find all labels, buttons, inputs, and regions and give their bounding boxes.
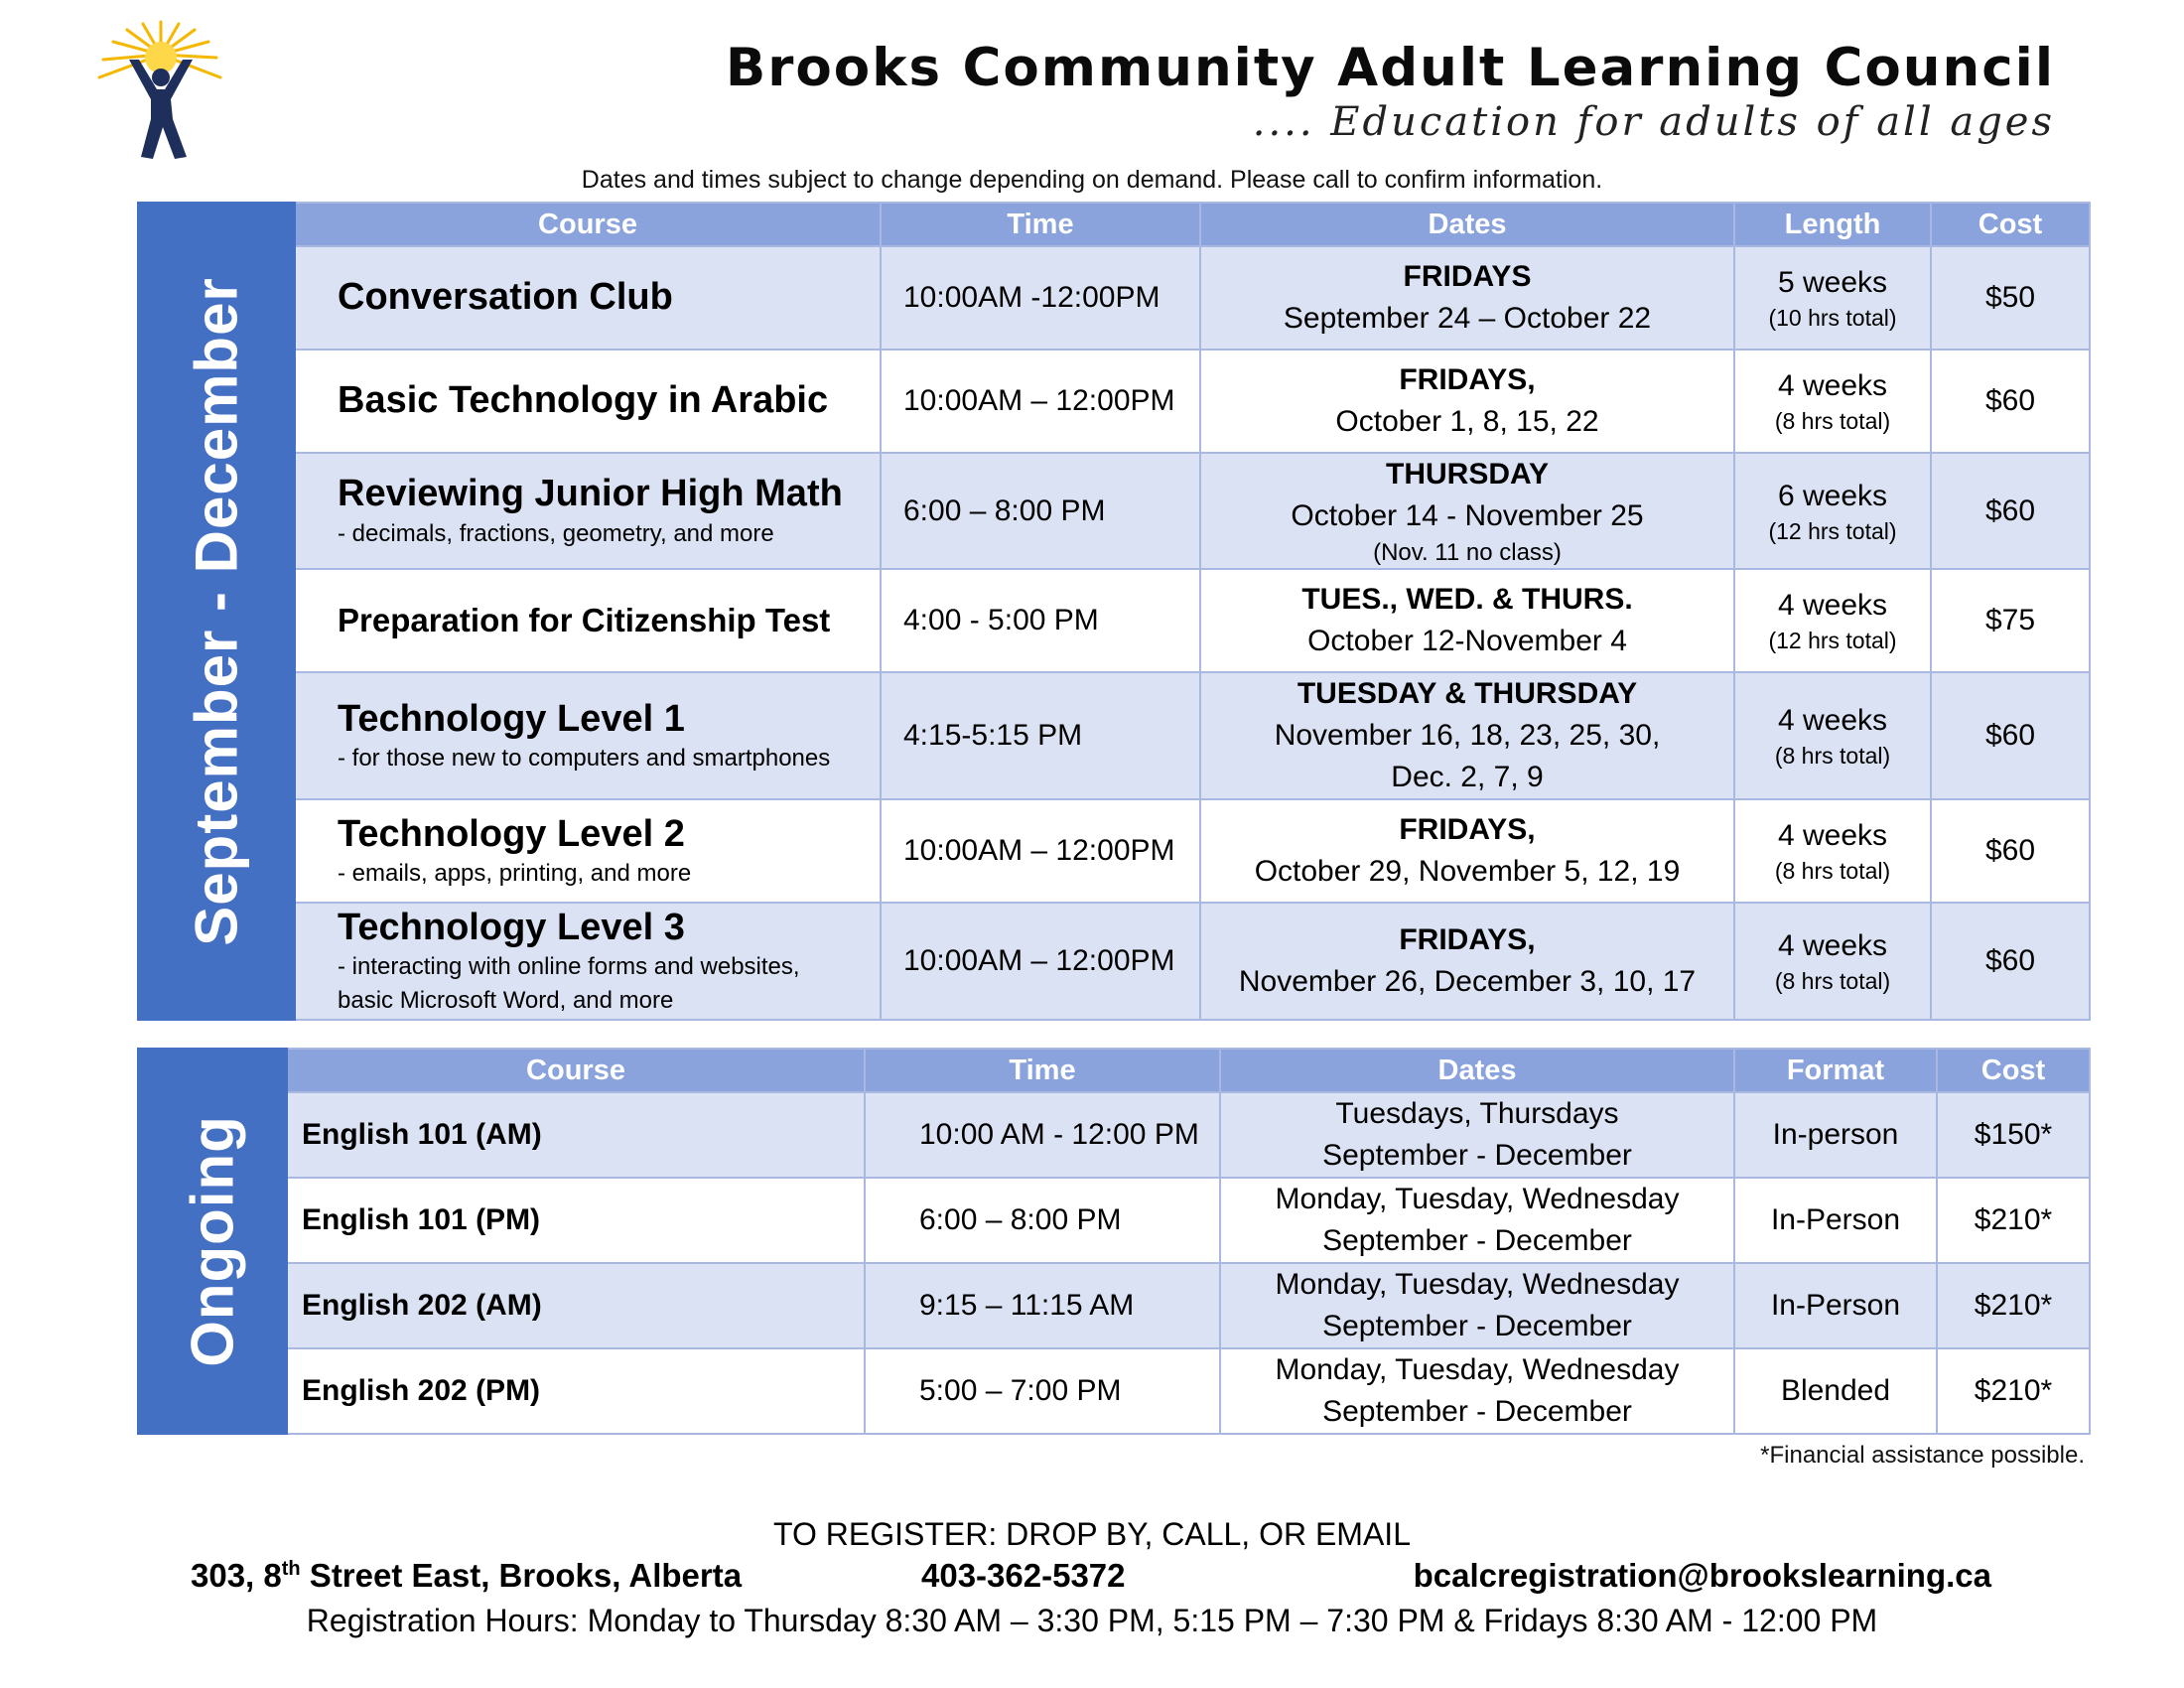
table-row xyxy=(138,569,2090,672)
address-number: 303, 8 xyxy=(191,1557,282,1594)
dates-cell xyxy=(1220,1092,1734,1178)
registration-phone[interactable]: 403-362-5372 xyxy=(921,1557,1126,1594)
session-side-label-text: September - December xyxy=(183,276,250,946)
course-name: Technology Level 1 xyxy=(338,697,685,740)
cost-cell: $210* xyxy=(1937,1263,2090,1348)
course-name: Technology Level 2 xyxy=(338,812,685,855)
dates-cell xyxy=(1200,903,1734,1020)
dates-days: Monday, Tuesday, Wednesday xyxy=(1275,1183,1680,1215)
course-description: - emails, apps, printing, and more xyxy=(338,860,692,888)
col-header-format: Format xyxy=(1734,1049,1937,1092)
financial-footnote: *Financial assistance possible. xyxy=(1760,1442,2085,1469)
table-row xyxy=(138,350,2090,453)
course-name: Basic Technology in Arabic xyxy=(338,379,829,422)
time-cell: 4:15-5:15 PM xyxy=(881,672,1200,799)
dates-range: September 24 – October 22 xyxy=(1283,302,1652,335)
col-header-course: Course xyxy=(295,203,881,246)
time-cell: 5:00 – 7:00 PM xyxy=(865,1348,1220,1434)
ongoing-side-label xyxy=(138,1049,287,1434)
length-hours: (8 hrs total) xyxy=(1774,743,1891,770)
address-suffix: th xyxy=(281,1558,301,1580)
course-name: Preparation for Citizenship Test xyxy=(338,602,831,639)
format-cell: In-Person xyxy=(1734,1178,1937,1263)
dates-period: September - December xyxy=(1322,1310,1632,1342)
dates-cell xyxy=(1200,350,1734,453)
dates-range: November 16, 18, 23, 25, 30, xyxy=(1274,719,1661,753)
format-cell: In-Person xyxy=(1734,1263,1937,1348)
col-header-time: Time xyxy=(881,203,1200,246)
course-description: - interacting with online forms and websites, xyxy=(338,953,800,981)
time-cell: 4:00 - 5:00 PM xyxy=(881,569,1200,672)
time-cell: 10:00AM – 12:00PM xyxy=(881,903,1200,1020)
length-hours: (8 hrs total) xyxy=(1774,408,1891,435)
organization-tagline: .... Education for adults of all ages xyxy=(1252,99,2055,145)
registration-address xyxy=(191,1557,742,1595)
session-side-label xyxy=(138,203,295,1020)
dates-days: TUESDAY & THURSDAY xyxy=(1297,677,1638,711)
dates-days: TUES., WED. & THURS. xyxy=(1301,583,1633,617)
ongoing-side-label-text: Ongoing xyxy=(179,1115,246,1367)
course-name: Technology Level 3 xyxy=(338,906,685,948)
col-header-time: Time xyxy=(865,1049,1220,1092)
cost-cell: $210* xyxy=(1937,1348,2090,1434)
length-weeks: 6 weeks xyxy=(1777,479,1888,512)
dates-cell xyxy=(1200,672,1734,799)
length-weeks: 4 weeks xyxy=(1777,704,1888,738)
table-row xyxy=(138,903,2090,1020)
person-figure xyxy=(129,60,193,159)
format-cell: Blended xyxy=(1734,1348,1937,1434)
course-name: English 101 (PM) xyxy=(302,1203,541,1236)
address-street: Street East, Brooks, Alberta xyxy=(300,1557,743,1594)
dates-days: FRIDAYS, xyxy=(1399,923,1536,957)
course-name: English 202 (AM) xyxy=(302,1289,542,1322)
table-row xyxy=(138,1348,2090,1434)
course-cell xyxy=(295,672,881,799)
dates-days: Tuesdays, Thursdays xyxy=(1335,1097,1619,1130)
table-row xyxy=(138,1263,2090,1348)
registration-email[interactable]: bcalcregistration@brookslearning.ca xyxy=(1413,1557,1991,1594)
length-weeks: 4 weeks xyxy=(1777,929,1888,963)
course-description-cont: basic Microsoft Word, and more xyxy=(338,986,674,1014)
table-header-row xyxy=(138,1049,2090,1092)
council-logo xyxy=(91,20,230,164)
col-header-cost: Cost xyxy=(1931,203,2090,246)
dates-range: October 1, 8, 15, 22 xyxy=(1335,405,1599,438)
table-row xyxy=(138,672,2090,799)
col-header-length: Length xyxy=(1734,203,1931,246)
course-name: English 101 (AM) xyxy=(302,1118,542,1151)
course-cell xyxy=(287,1348,865,1434)
time-cell: 6:00 – 8:00 PM xyxy=(881,453,1200,569)
table-header-row xyxy=(138,203,2090,246)
cost-cell: $50 xyxy=(1931,246,2090,350)
table-row xyxy=(138,453,2090,569)
dates-days: Monday, Tuesday, Wednesday xyxy=(1275,1353,1680,1386)
dates-cell xyxy=(1200,246,1734,350)
length-cell xyxy=(1734,350,1931,453)
col-header-dates: Dates xyxy=(1200,203,1734,246)
col-header-cost: Cost xyxy=(1937,1049,2090,1092)
cost-cell: $60 xyxy=(1931,672,2090,799)
dates-days: THURSDAY xyxy=(1386,458,1549,491)
length-cell xyxy=(1734,903,1931,1020)
time-cell: 9:15 – 11:15 AM xyxy=(865,1263,1220,1348)
dates-days: FRIDAYS, xyxy=(1399,813,1536,847)
schedule-notice: Dates and times subject to change depending on demand. Please call to confirm information. xyxy=(581,166,1603,194)
time-cell: 10:00AM – 12:00PM xyxy=(881,350,1200,453)
length-weeks: 4 weeks xyxy=(1777,369,1888,403)
length-cell xyxy=(1734,246,1931,350)
format-cell: In-person xyxy=(1734,1092,1937,1178)
length-hours: (10 hrs total) xyxy=(1768,305,1897,332)
time-cell: 10:00AM -12:00PM xyxy=(881,246,1200,350)
cost-cell: $210* xyxy=(1937,1178,2090,1263)
course-cell xyxy=(295,799,881,903)
cost-cell: $60 xyxy=(1931,799,2090,903)
dates-days: Monday, Tuesday, Wednesday xyxy=(1275,1268,1680,1301)
cost-cell: $60 xyxy=(1931,350,2090,453)
length-cell xyxy=(1734,799,1931,903)
time-cell: 6:00 – 8:00 PM xyxy=(865,1178,1220,1263)
dates-range-cont: Dec. 2, 7, 9 xyxy=(1391,761,1544,794)
dates-days: FRIDAYS xyxy=(1403,260,1532,293)
dates-days: FRIDAYS, xyxy=(1399,363,1536,396)
table-row xyxy=(138,246,2090,350)
length-hours: (12 hrs total) xyxy=(1768,628,1897,654)
cost-cell: $60 xyxy=(1931,903,2090,1020)
dates-cell xyxy=(1220,1348,1734,1434)
dates-cell xyxy=(1200,569,1734,672)
course-cell xyxy=(295,453,881,569)
col-header-course: Course xyxy=(287,1049,865,1092)
dates-note: (Nov. 11 no class) xyxy=(1373,539,1562,566)
table-row xyxy=(138,1092,2090,1178)
ongoing-table xyxy=(137,1048,2091,1435)
table-row xyxy=(138,1178,2090,1263)
course-description: - for those new to computers and smartphones xyxy=(338,745,831,773)
dates-cell xyxy=(1200,453,1734,569)
dates-range: October 14 - November 25 xyxy=(1291,499,1644,532)
course-name: Conversation Club xyxy=(338,276,673,319)
dates-range: October 12-November 4 xyxy=(1307,625,1627,658)
length-cell xyxy=(1734,453,1931,569)
dates-period: September - December xyxy=(1322,1395,1632,1428)
dates-cell xyxy=(1220,1263,1734,1348)
dates-cell xyxy=(1200,799,1734,903)
course-cell xyxy=(287,1092,865,1178)
registration-hours: Registration Hours: Monday to Thursday 8:30 AM – 3:30 PM, 5:15 PM – 7:30 PM & Fridays 8:30 AM - 12:00 PM xyxy=(306,1603,1878,1638)
dates-range: October 29, November 5, 12, 19 xyxy=(1254,855,1681,889)
registration-title: TO REGISTER: DROP BY, CALL, OR EMAIL xyxy=(773,1516,1411,1552)
table-row xyxy=(138,799,2090,903)
course-name: Reviewing Junior High Math xyxy=(338,473,843,514)
course-name: English 202 (PM) xyxy=(302,1374,541,1407)
dates-cell xyxy=(1220,1178,1734,1263)
cost-cell: $75 xyxy=(1931,569,2090,672)
dates-period: September - December xyxy=(1322,1224,1632,1257)
length-hours: (12 hrs total) xyxy=(1768,517,1897,544)
dates-range: November 26, December 3, 10, 17 xyxy=(1238,965,1697,999)
length-cell xyxy=(1734,569,1931,672)
col-header-dates: Dates xyxy=(1220,1049,1734,1092)
length-hours: (8 hrs total) xyxy=(1774,858,1891,885)
organization-title: Brooks Community Adult Learning Council xyxy=(725,38,2055,98)
course-cell xyxy=(295,903,881,1020)
length-weeks: 4 weeks xyxy=(1777,589,1888,623)
course-cell xyxy=(295,350,881,453)
dates-period: September - December xyxy=(1322,1139,1632,1172)
course-cell xyxy=(287,1178,865,1263)
course-cell xyxy=(295,569,881,672)
cost-cell: $150* xyxy=(1937,1092,2090,1178)
length-cell xyxy=(1734,672,1931,799)
fall-session-table xyxy=(137,202,2091,1021)
cost-cell: $60 xyxy=(1931,453,2090,569)
course-cell xyxy=(295,246,881,350)
time-cell: 10:00AM – 12:00PM xyxy=(881,799,1200,903)
course-description: - decimals, fractions, geometry, and more xyxy=(338,519,774,547)
time-cell: 10:00 AM - 12:00 PM xyxy=(865,1092,1220,1178)
length-hours: (8 hrs total) xyxy=(1774,968,1891,995)
length-weeks: 4 weeks xyxy=(1777,819,1888,853)
course-cell xyxy=(287,1263,865,1348)
length-weeks: 5 weeks xyxy=(1777,266,1888,300)
